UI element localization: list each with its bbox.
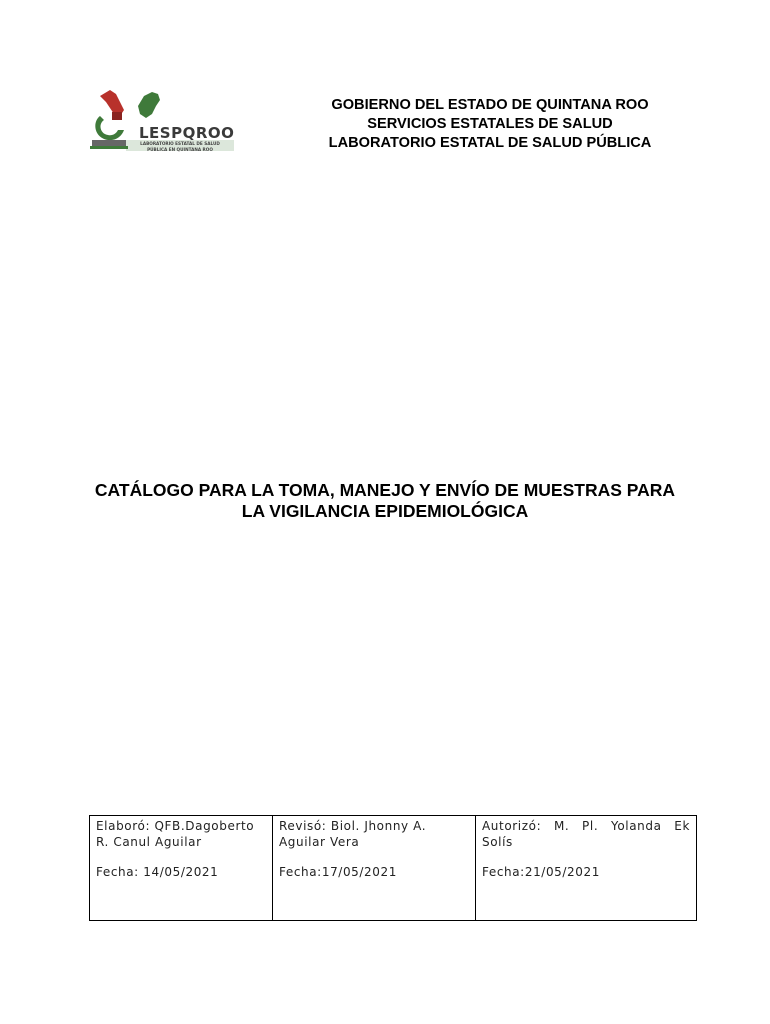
logo-subtitle-line1: LABORATORIO ESTATAL DE SALUD — [140, 141, 220, 146]
title-line-1: CATÁLOGO PARA LA TOMA, MANEJO Y ENVÍO DE MUESTRAS PARA — [94, 480, 676, 500]
reviewed-by-line2: Aguilar Vera — [279, 835, 360, 849]
authorized-by-line2: Solís — [482, 835, 513, 849]
institution-header — [300, 96, 680, 153]
logo-subtitle-line2: PÚBLICA EN QUINTANA ROO — [147, 146, 213, 152]
elaborated-by-line2: R. Canul Aguilar — [96, 835, 202, 849]
reviewed-by-line1: Revisó: Biol. Jhonny A. — [279, 819, 427, 833]
authorized-by-line1: Autorizó: M. Pl. Yolanda Ek — [482, 819, 690, 833]
elaborated-by-line1: Elaboró: QFB.Dagoberto — [96, 819, 255, 833]
authorized-date: Fecha:21/05/2021 — [482, 865, 600, 879]
title-line-2: LA VIGILANCIA EPIDEMIOLÓGICA — [241, 501, 529, 521]
approval-signature-table — [89, 815, 697, 921]
document-title — [60, 480, 710, 522]
header-line-laboratory: LABORATORIO ESTATAL DE SALUD PÚBLICA — [328, 135, 652, 151]
elaborated-by-cell — [90, 816, 273, 921]
logo-wordmark: LESPQROO — [139, 124, 235, 142]
lespqroo-logo — [86, 84, 236, 158]
authorized-by-cell — [476, 816, 697, 921]
header-line-government: GOBIERNO DEL ESTADO DE QUINTANA ROO — [331, 97, 649, 113]
reviewed-date: Fecha:17/05/2021 — [279, 865, 397, 879]
elaborated-date: Fecha: 14/05/2021 — [96, 865, 219, 879]
reviewed-by-cell — [273, 816, 476, 921]
header-line-services: SERVICIOS ESTATALES DE SALUD — [367, 116, 613, 132]
